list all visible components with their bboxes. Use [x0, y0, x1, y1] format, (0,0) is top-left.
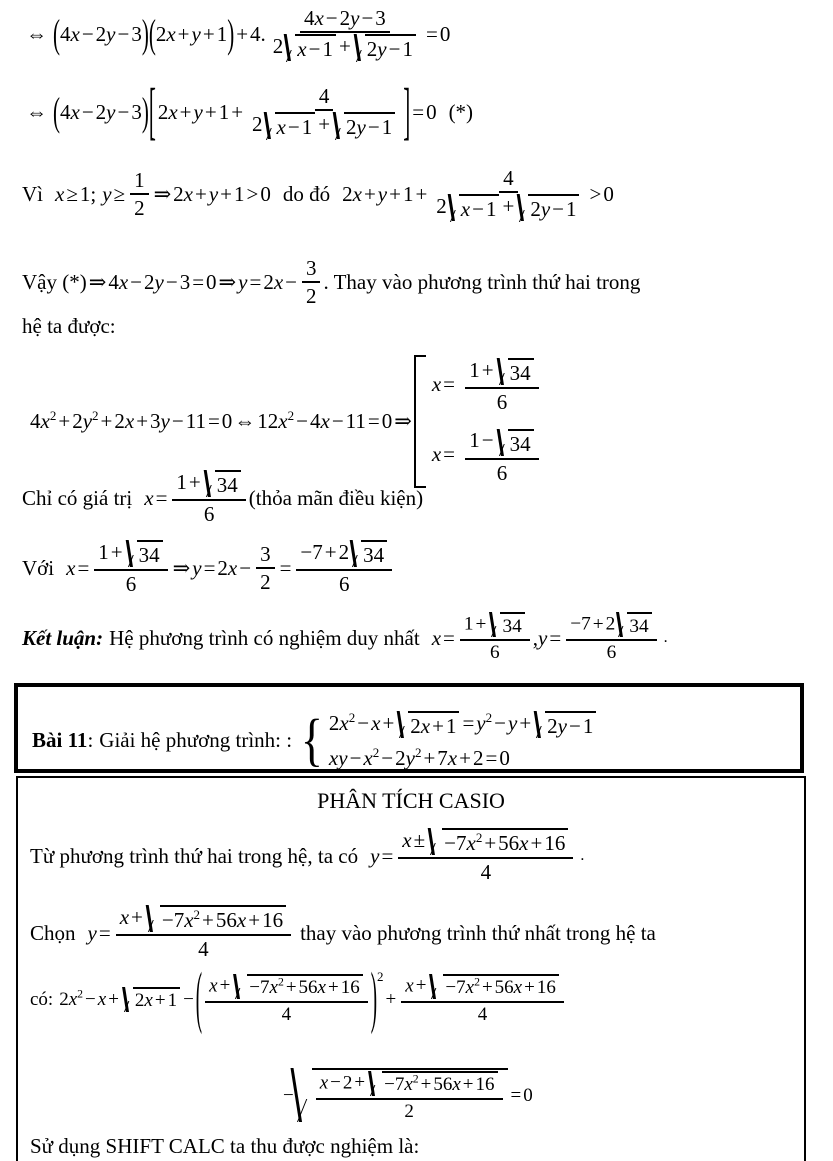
casio-p2-pre: Chọn — [30, 920, 76, 945]
fraction-substituted-2: x + $-7x^2 + 56x + 16$ 4 — [401, 974, 564, 1026]
word-dodo: do đó — [282, 181, 331, 206]
fraction-root1: 1+ 34 6 — [172, 470, 245, 526]
casio-p5-text: Sử dụng SHIFT CALC ta thu được nghiệm là: — [30, 1134, 420, 1158]
phrase-chi-co-gia-tri: Chỉ có giá trị — [22, 485, 133, 510]
sentence-thay-vao: . Thay vào phương trình thứ hai trong — [323, 269, 641, 294]
system-equation-1: $2x^2-x+$ 2x+1 $=y^2-y+$ 2y−1 — [329, 711, 597, 739]
conclusion-line: Kết luận: Hệ phương trình có nghiệm duy nhất x = 1 + 34 6 , y = −7 + 2 34 6 . — [22, 613, 668, 664]
equation-line-2: ⇔ ( 4x−2y−3 ) [ 2x+y+1+ 4 2 x−1 + 2y−1 ] = 0 (*) — [26, 74, 474, 147]
equation-line-8: Với x = 1+ 34 6 ⇒ y = 2 x − $\frac{3}{2}$ = −7+2 34 6 — [22, 540, 395, 596]
iff-symbol: ⇔ — [26, 99, 47, 124]
system-equation-2: $xy-x^2-2y^2+7x+2=0$ — [328, 745, 510, 771]
fraction-y-general: x± $-7x^2+56x+16$ 4 — [398, 828, 573, 884]
problem-prompt-row — [32, 706, 597, 772]
casio-line-1: Từ phương trình thứ hai trong hệ, ta có y = x± $-7x^2+56x+16$ 4 . — [30, 828, 585, 885]
fraction-final-x: 1 + 34 6 — [460, 612, 530, 664]
fraction-y-chosen: x+ $-7x^2+56x+16$ 4 — [116, 905, 291, 961]
conclusion-text: Hệ phương trình có nghiệm duy nhất — [109, 625, 420, 650]
equation-line-3: Vì x ≥ 1; y ≥ $\frac{1}{2}$ ⇒ 2 x + y + 1 > 0 do đó 2 x + y + 1 + 4 2 x−1 + 2y−1 > 0 — [22, 166, 614, 222]
casio-p1-text: Từ phương trình thứ hai trong hệ, ta có — [30, 843, 359, 868]
paren-open-squared: ( — [195, 962, 203, 1038]
star-marker: (*) — [448, 99, 474, 124]
fraction-1: 4x−2y−3 2 x−1 + 2y−1 — [269, 6, 421, 62]
equation-line-6: 4 $x^2$ + 2 $y^2$ + 2 x + 3 y − 11 = 0 ⇔ 12 $x^2$ − 4 x − 11 = 0 ⇒ x= 1+ 34 6 x= 1− 34 6 — [30, 355, 542, 488]
leading-minus: − — [283, 1084, 294, 1106]
case-row-1: x= 1+ 34 6 — [432, 358, 542, 414]
nested-radical: x − 2 + $-7x^2 + 56x + 16$ 2 — [295, 1068, 508, 1123]
casio-p2-post: thay vào phương trình thứ nhất trong hệ ta — [300, 920, 656, 945]
fraction-3: 4 2 x−1 + 2y−1 — [432, 166, 584, 222]
iff-symbol: ⇔ — [26, 21, 47, 46]
equation-line-1: ⇔ ( 4x−2y−3 ) ( 2x+y+1 ) + 4. 4x−2y−3 2 x−1 + 2y−1 = 0 — [26, 6, 451, 62]
equation-line-4: Vậy (*) ⇒ 4 x − 2 y − 3 = 0 ⇒ y = 2 x − $\frac{3}{2}$ . Thay vào phương trình thứ hai trong — [22, 256, 641, 309]
casio-section-title: PHÂN TÍCH CASIO — [317, 788, 505, 813]
casio-line-2: Chọn y = x+ $-7x^2+56x+16$ 4 thay vào phương trình thứ nhất trong hệ ta — [30, 905, 656, 962]
casio-line-3: có: 2 $x^2$ − x + 2x + 1 − ( x + $-7x^2 + 56x + 16$ 4 ) 2 + x + $-7x^2 + 56x + 16$ 4 — [30, 974, 567, 1026]
fraction-y-value: −7+2 34 6 — [296, 540, 392, 596]
fraction-final-y: −7 + 2 34 6 — [566, 612, 656, 664]
equation-line-7: Chỉ có giá trị x = 1+ 34 6 (thỏa mãn điều kiện) — [22, 470, 424, 527]
word-voi: Với — [22, 555, 55, 580]
bracket-close: ] — [403, 74, 411, 147]
bracket-open: [ — [148, 74, 156, 147]
problem-prompt: Giải hệ phương trình: : — [99, 727, 293, 752]
casio-analysis-box — [16, 776, 806, 1161]
word-vay: Vậy (*) — [22, 269, 87, 294]
fraction-2: 4 2 x−1 + 2y−1 — [248, 84, 400, 140]
sentence-he-ta-duoc: hệ ta được: — [22, 314, 116, 338]
fraction-x-value: 1+ 34 6 — [94, 540, 167, 596]
fraction-substituted: x + $-7x^2 + 56x + 16$ 4 — [205, 974, 368, 1026]
casio-line-4: − x − 2 + $-7x^2 + 56x + 16$ 2 = 0 — [283, 1068, 533, 1123]
fraction-three-halves: $\frac{3}{2}$ — [302, 256, 321, 308]
paren-close-squared: ) — [370, 962, 378, 1038]
equation-system — [298, 706, 597, 772]
problem-colon: : — [87, 727, 94, 752]
casio-p3-pre: có: — [30, 989, 54, 1011]
exponent-two: 2 — [377, 969, 384, 984]
equation-line-5 — [22, 316, 116, 337]
solution-cases — [414, 355, 542, 488]
fraction-three-halves-2: $\frac{3}{2}$ — [256, 542, 275, 594]
brace-icon: { — [300, 706, 324, 772]
problem-statement-box — [14, 683, 804, 773]
word-vi: Vì — [22, 181, 43, 206]
casio-line-5 — [30, 1136, 419, 1157]
problem-label: Bài 11 — [32, 727, 88, 752]
conclusion-label: Kết luận: — [22, 625, 104, 650]
phrase-thoa-man: (thỏa mãn điều kiện) — [248, 485, 424, 510]
fraction-half: $\frac{1}{2}$ — [130, 168, 149, 220]
paren-group-1: ( — [53, 10, 60, 57]
case-row-2: x= 1− 34 6 — [432, 428, 542, 484]
